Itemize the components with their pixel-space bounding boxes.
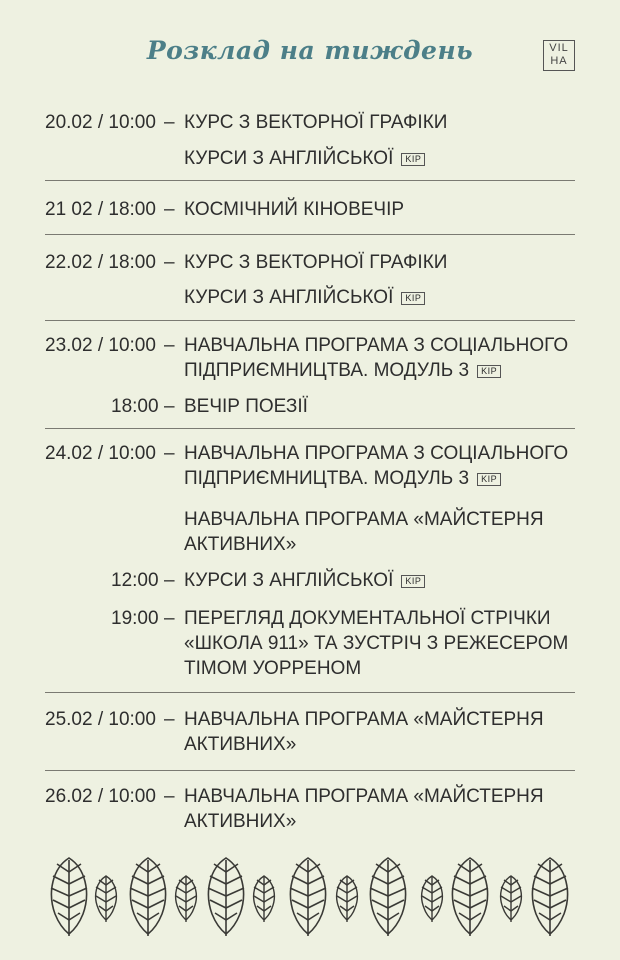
entry-dash: – — [164, 786, 175, 807]
entry-event-text: НАВЧАЛЬНА ПРОГРАМА З СОЦІАЛЬНОГО ПІДПРИЄМНИЦТВА. МОДУЛЬ 3 — [184, 443, 569, 489]
entry-event-text: КУРС З ВЕКТОРНОЇ ГРАФІКИ — [184, 112, 448, 133]
entry-dash: – — [164, 396, 175, 417]
entry-event-text: КУРСИ З АНГЛІЙСЬКОЇ — [184, 570, 394, 591]
day-divider — [45, 692, 575, 693]
entry-event — [184, 394, 584, 419]
entry-event-text: КУРСИ З АНГЛІЙСЬКОЇ — [184, 287, 394, 308]
day-divider — [45, 428, 575, 429]
entry-datetime: 22.02 / 18:00 — [45, 252, 156, 273]
entry-event-text: НАВЧАЛЬНА ПРОГРАМА З СОЦІАЛЬНОГО ПІДПРИЄМНИЦТВА. МОДУЛЬ 3 — [184, 335, 569, 381]
entry-datetime: 23.02 / 10:00 — [45, 335, 156, 356]
leaf-icon — [51, 858, 87, 936]
page-title: Розклад на тиждень — [146, 36, 474, 65]
entry-event — [184, 441, 584, 491]
entry-event-text: КУРС З ВЕКТОРНОЇ ГРАФІКИ — [184, 252, 448, 273]
kir-badge: KIP — [401, 575, 425, 588]
entry-datetime: 21 02 / 18:00 — [45, 199, 156, 220]
leaf-icon — [96, 876, 117, 922]
entry-event — [184, 285, 584, 310]
entry-event-text: НАВЧАЛЬНА ПРОГРАМА «МАЙСТЕРНЯ АКТИВНИХ» — [184, 786, 544, 832]
leaf-icon — [422, 876, 443, 922]
entry-event-text: НАВЧАЛЬНА ПРОГРАМА «МАЙСТЕРНЯ АКТИВНИХ» — [184, 709, 544, 755]
entry-dash: – — [164, 570, 175, 591]
entry-event-text: ВЕЧІР ПОЕЗІЇ — [184, 396, 308, 417]
entry-dash: – — [164, 252, 175, 273]
entry-event — [184, 333, 584, 383]
leaves-decoration — [45, 856, 575, 936]
leaf-icon — [130, 858, 166, 936]
entry-event — [184, 507, 584, 557]
kir-badge: KIP — [401, 153, 425, 166]
leaf-icon — [501, 876, 522, 922]
leaf-icon — [290, 858, 326, 936]
entry-datetime: 24.02 / 10:00 — [45, 443, 156, 464]
leaf-icon — [370, 858, 406, 936]
leaf-icon — [176, 876, 197, 922]
leaf-icon — [337, 876, 358, 922]
entry-event-text: КОСМІЧНИЙ КІНОВЕЧІР — [184, 199, 405, 220]
entry-event — [184, 146, 584, 171]
entry-datetime: 12:00 — [111, 570, 159, 591]
entry-event — [184, 568, 584, 593]
entry-event-text: КУРСИ З АНГЛІЙСЬКОЇ — [184, 148, 394, 169]
kir-badge: KIP — [401, 292, 425, 305]
leaf-icon — [452, 858, 488, 936]
leaf-icon — [208, 858, 244, 936]
kir-badge: KIP — [477, 473, 501, 486]
entry-datetime: 18:00 — [111, 396, 159, 417]
entry-datetime: 19:00 — [111, 608, 159, 629]
entry-dash: – — [164, 112, 175, 133]
kir-badge: KIP — [477, 365, 501, 378]
day-divider — [45, 320, 575, 321]
entry-dash: – — [164, 608, 175, 629]
leaf-icon — [254, 876, 275, 922]
entry-event — [184, 707, 584, 757]
leaf-icon — [532, 858, 568, 936]
entry-event — [184, 197, 584, 222]
entry-dash: – — [164, 335, 175, 356]
entry-datetime: 20.02 / 10:00 — [45, 112, 156, 133]
vilna-logo — [543, 40, 575, 71]
entry-dash: – — [164, 443, 175, 464]
entry-dash: – — [164, 709, 175, 730]
day-divider — [45, 770, 575, 771]
entry-event — [184, 250, 584, 275]
logo-line-2: HA — [550, 55, 568, 67]
entry-event — [184, 606, 584, 681]
logo-line-1: VIL — [549, 42, 569, 54]
entry-event-text: ПЕРЕГЛЯД ДОКУМЕНТАЛЬНОЇ СТРІЧКИ «ШКОЛА 911» ТА ЗУСТРІЧ З РЕЖЕСЕРОМ ТІМОМ УОРРЕНОМ — [184, 608, 569, 679]
entry-event — [184, 110, 584, 135]
entry-event — [184, 784, 584, 834]
day-divider — [45, 234, 575, 235]
entry-event-text: НАВЧАЛЬНА ПРОГРАМА «МАЙСТЕРНЯ АКТИВНИХ» — [184, 509, 544, 555]
day-divider — [45, 180, 575, 181]
entry-dash: – — [164, 199, 175, 220]
entry-datetime: 25.02 / 10:00 — [45, 709, 156, 730]
entry-datetime: 26.02 / 10:00 — [45, 786, 156, 807]
